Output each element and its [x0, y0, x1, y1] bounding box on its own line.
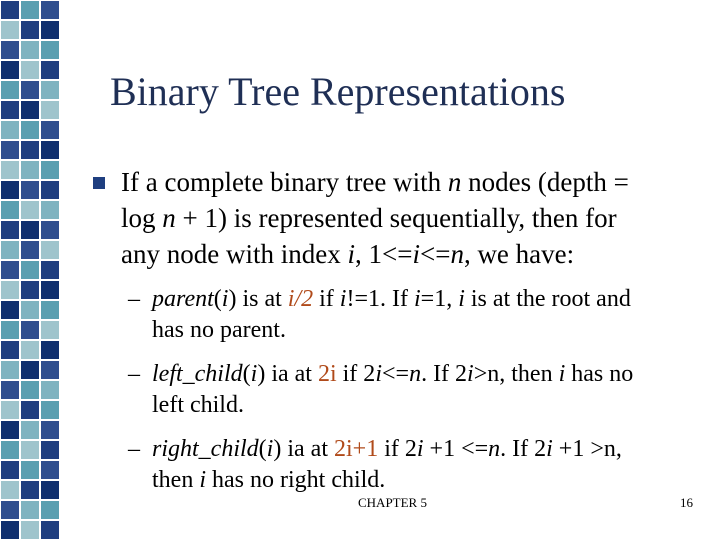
main-line-2: log n + 1) is represented sequentially, then for — [121, 203, 617, 233]
decor-square — [0, 460, 20, 480]
decor-square — [20, 60, 40, 80]
decor-square — [20, 340, 40, 360]
decor-square — [40, 200, 60, 220]
decor-square — [0, 40, 20, 60]
decor-square — [20, 520, 40, 540]
decor-square — [0, 280, 20, 300]
decor-square — [0, 500, 20, 520]
decor-square — [40, 400, 60, 420]
decor-square — [20, 380, 40, 400]
decor-square — [0, 100, 20, 120]
decor-square — [40, 100, 60, 120]
decor-square — [0, 440, 20, 460]
decor-square — [40, 360, 60, 380]
decor-square — [20, 220, 40, 240]
decor-square — [20, 480, 40, 500]
main-line-1: If a complete binary tree with n nodes (depth = — [121, 167, 629, 197]
decor-square — [40, 240, 60, 260]
decor-square — [0, 260, 20, 280]
decor-square — [40, 380, 60, 400]
decor-square — [40, 420, 60, 440]
decor-square — [0, 520, 20, 540]
decor-square — [0, 180, 20, 200]
decor-square — [0, 320, 20, 340]
decor-square — [20, 20, 40, 40]
decor-square — [0, 420, 20, 440]
decor-square — [20, 180, 40, 200]
decor-square — [20, 440, 40, 460]
decor-square — [0, 360, 20, 380]
decor-square — [40, 40, 60, 60]
decor-square — [0, 120, 20, 140]
decor-square — [40, 0, 60, 20]
decor-square — [40, 80, 60, 100]
footer-page-number: 16 — [680, 495, 693, 510]
decor-square — [40, 120, 60, 140]
decor-square — [20, 260, 40, 280]
decor-square — [40, 220, 60, 240]
decor-square — [40, 320, 60, 340]
decor-square — [40, 160, 60, 180]
decor-square — [0, 200, 20, 220]
decor-square — [40, 300, 60, 320]
decor-square — [20, 80, 40, 100]
sub-bullet-right-child-line-1: right_child(i) ia at 2i+1 if 2i +1 <=n. If 2i +1 >n, — [152, 436, 622, 462]
decor-square — [20, 100, 40, 120]
decor-square — [0, 160, 20, 180]
decor-square — [20, 320, 40, 340]
decor-square — [20, 400, 40, 420]
decor-square — [20, 280, 40, 300]
decor-square — [40, 140, 60, 160]
decor-square — [20, 500, 40, 520]
decor-square — [20, 140, 40, 160]
decor-square — [40, 460, 60, 480]
decor-square — [0, 240, 20, 260]
decor-square — [40, 520, 60, 540]
decor-square — [20, 0, 40, 20]
decor-square — [0, 80, 20, 100]
decor-square — [20, 40, 40, 60]
sub-bullet-left-child-line-1: left_child(i) ia at 2i if 2i<=n. If 2i>n, then i has no — [152, 361, 634, 387]
decor-square — [40, 260, 60, 280]
decor-square — [0, 480, 20, 500]
sub-bullet-parent-line-1: parent(i) is at i/2 if i!=1. If i=1, i is at the root and — [152, 286, 631, 312]
bullet-square-icon — [93, 177, 105, 189]
slide-title: Binary Tree Representations — [110, 69, 566, 114]
decorative-square-strip — [0, 0, 60, 540]
sub-bullet-left-child-line-2: left child. — [152, 392, 244, 418]
decor-square — [20, 460, 40, 480]
decor-square — [20, 300, 40, 320]
decor-square — [40, 60, 60, 80]
decor-square — [40, 440, 60, 460]
decor-square — [40, 340, 60, 360]
sub-bullet-dash: – — [128, 436, 140, 462]
decor-square — [0, 60, 20, 80]
sub-bullet-dash: – — [128, 286, 140, 312]
decor-square — [0, 300, 20, 320]
decor-square — [40, 500, 60, 520]
decor-square — [0, 220, 20, 240]
sub-bullet-parent-line-2: has no parent. — [152, 317, 286, 343]
decor-square — [40, 280, 60, 300]
decor-square — [20, 360, 40, 380]
decor-square — [0, 0, 20, 20]
decor-square — [40, 480, 60, 500]
decor-square — [40, 180, 60, 200]
decor-square — [20, 160, 40, 180]
main-bullet-text — [121, 164, 720, 272]
decor-square — [40, 20, 60, 40]
decor-square — [0, 400, 20, 420]
footer-chapter: CHAPTER 5 — [358, 495, 427, 510]
decor-square — [0, 340, 20, 360]
decor-square — [20, 120, 40, 140]
decor-square — [20, 200, 40, 220]
decor-square — [0, 20, 20, 40]
sub-bullet-dash: – — [128, 361, 140, 387]
main-line-3: any node with index i, 1<=i<=n, we have: — [121, 239, 575, 269]
decor-square — [20, 420, 40, 440]
sub-bullet-right-child-line-2: then i has no right child. — [152, 467, 386, 493]
decor-square — [0, 380, 20, 400]
decor-square — [20, 240, 40, 260]
decor-square — [0, 140, 20, 160]
